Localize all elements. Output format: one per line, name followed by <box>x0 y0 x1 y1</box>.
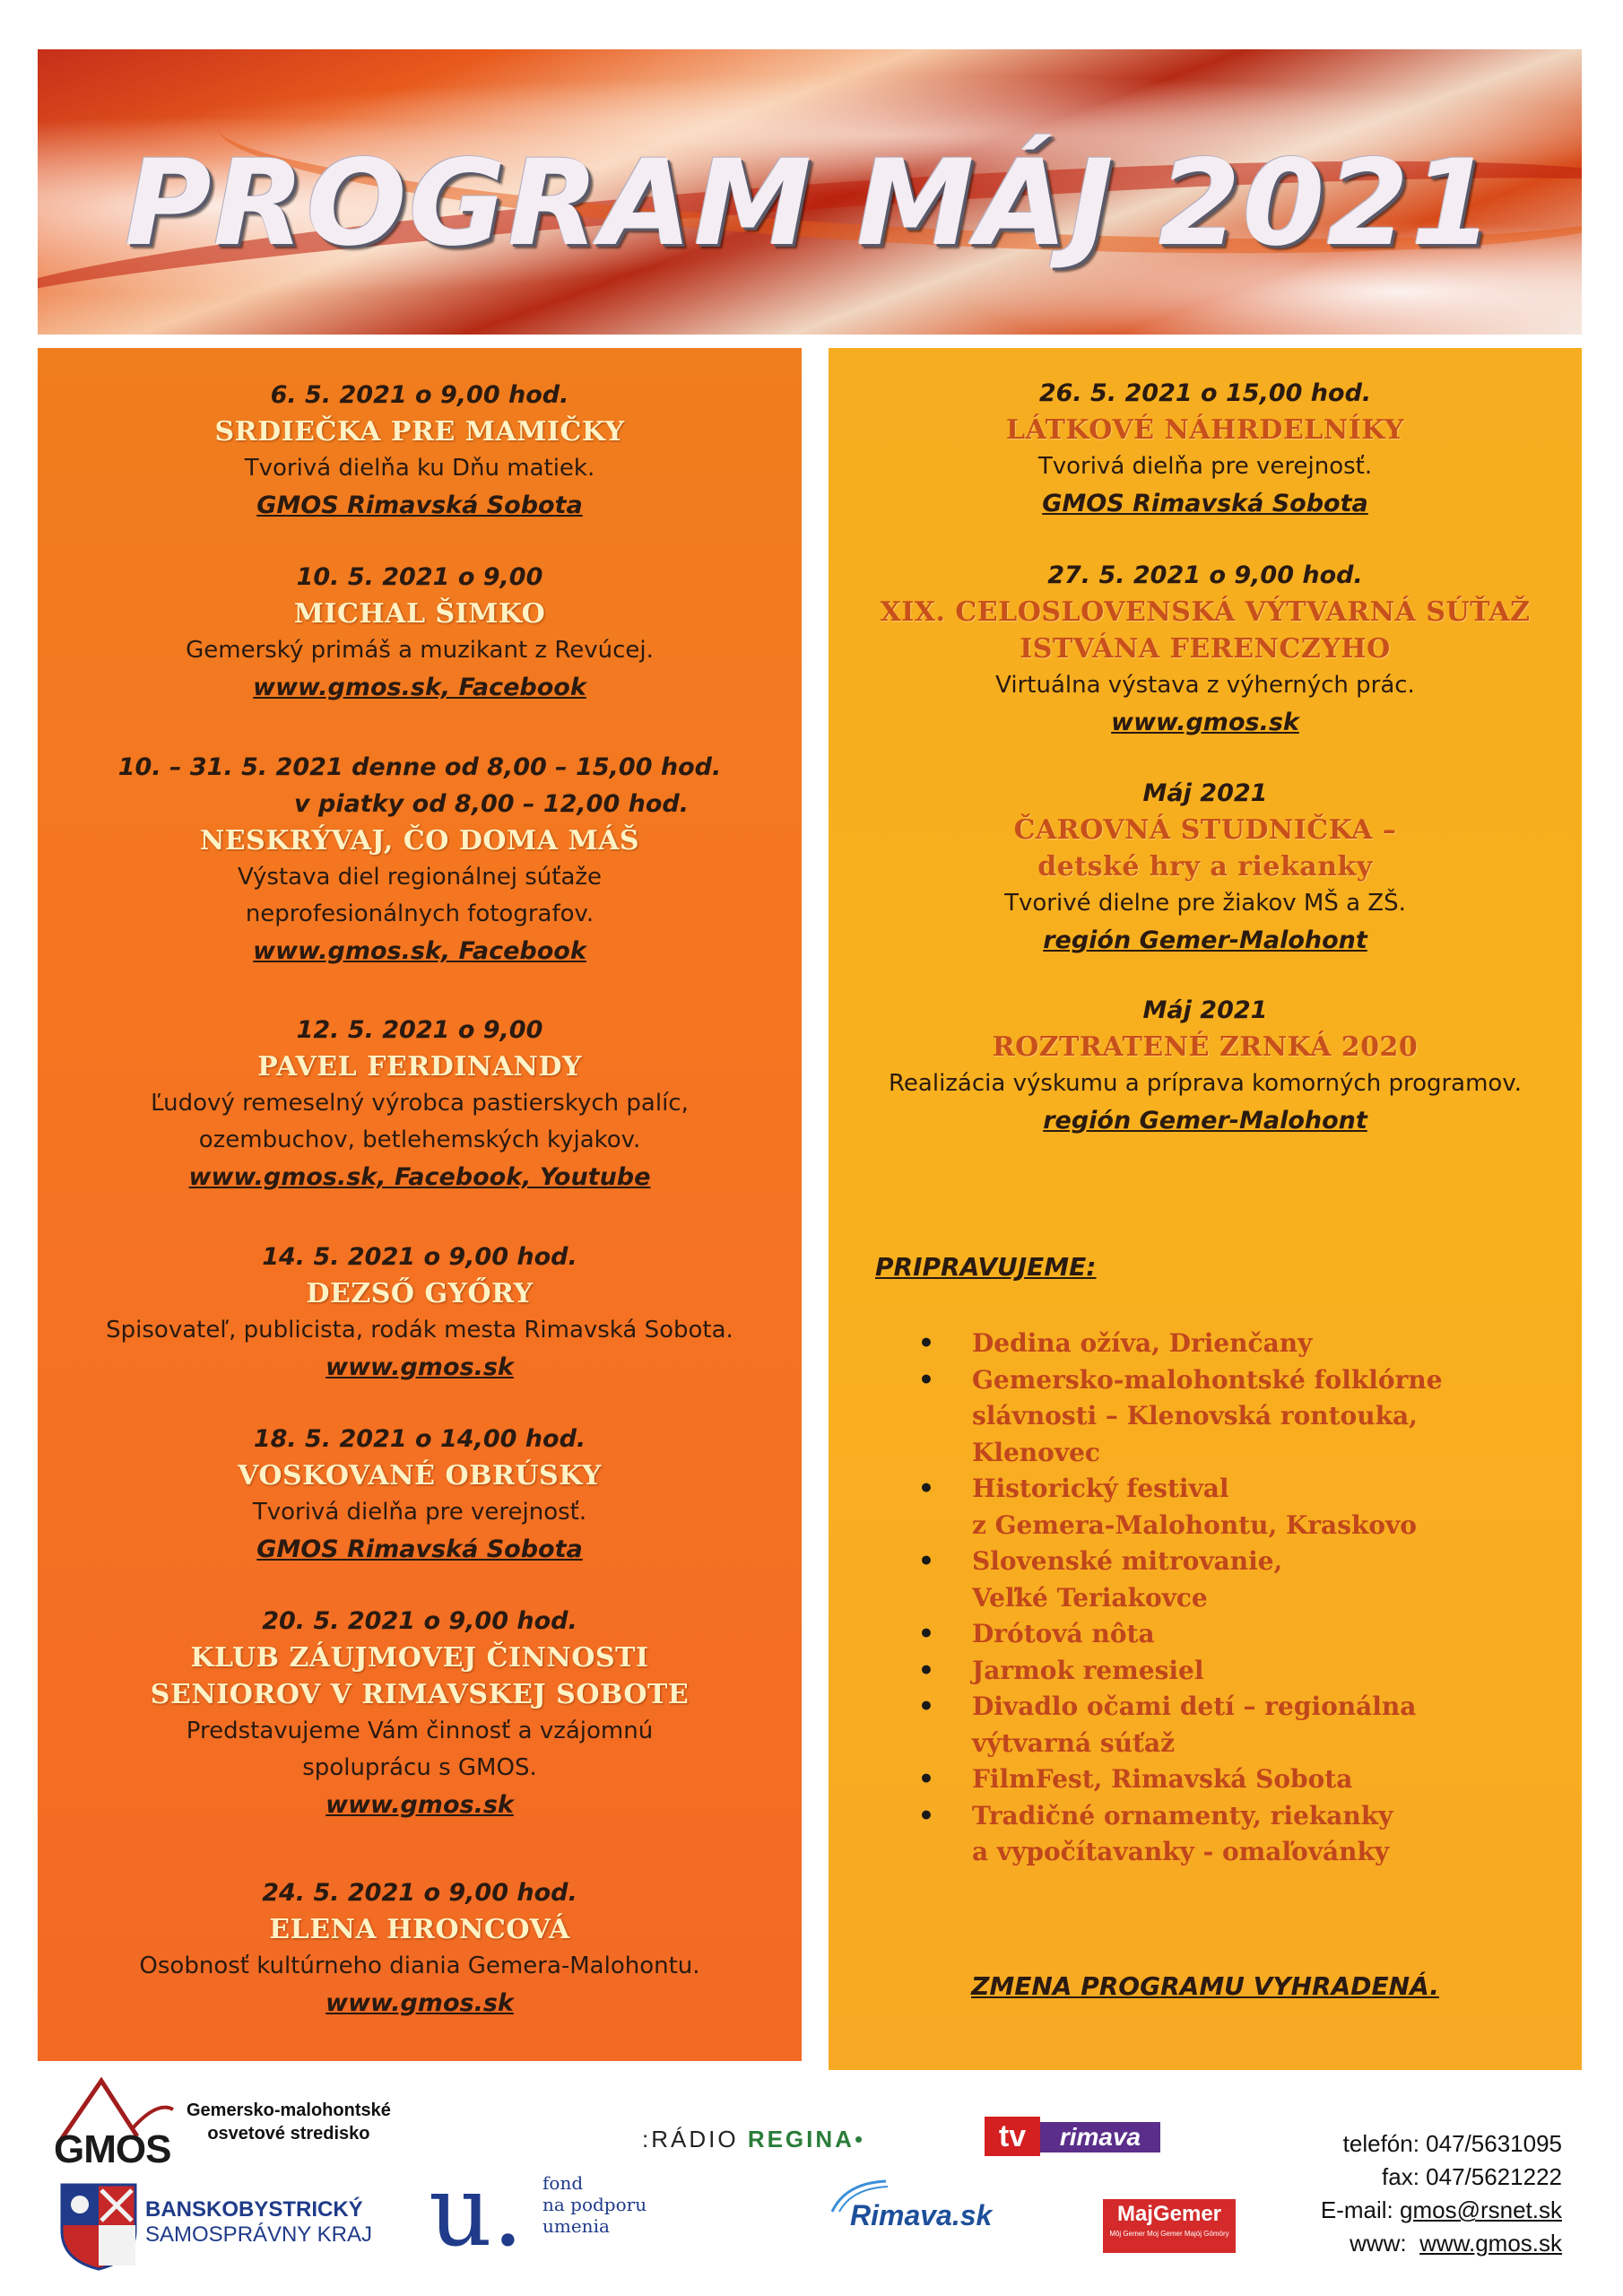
event-description: spoluprácu s GMOS. <box>302 1754 537 1781</box>
upcoming-item-line: Gemersko-malohontské folklórne <box>972 1364 1443 1395</box>
upcoming-list <box>882 1326 1443 1871</box>
event-title: ELENA HRONCOVÁ <box>269 1914 570 1945</box>
event-title-line2: detské hry a riekanky <box>1037 851 1373 883</box>
event-title: SRDIEČKA PRE MAMIČKY <box>214 416 625 448</box>
event-description: Spisovateľ, publicista, rodák mesta Rimavská Sobota. <box>106 1317 733 1344</box>
event-title: ČAROVNÁ STUDNIČKA – <box>1013 814 1397 846</box>
fond-name-line: na podporu <box>542 2194 647 2215</box>
upcoming-item-line: Klenovec <box>972 1437 1100 1467</box>
event-title-line2: ISTVÁNA FERENCZYHO <box>1020 633 1391 665</box>
radio-name: REGINA <box>747 2126 855 2152</box>
radio-regina-logo <box>642 2126 865 2153</box>
fond-name-line: umenia <box>542 2215 610 2237</box>
bullet-icon: • <box>918 1546 934 1576</box>
upcoming-item <box>882 1616 1443 1653</box>
page-title: PROGRAM MÁJ 2021 <box>124 135 1496 273</box>
event-description: Ľudový remeselný výrobca pastierskych palíc, <box>151 1090 689 1117</box>
event-title: LÁTKOVÉ NÁHRDELNÍKY <box>1005 414 1405 446</box>
bbsk-name-line: SAMOSPRÁVNY KRAJ <box>145 2222 372 2247</box>
bullet-icon: • <box>918 1692 934 1721</box>
website-link[interactable]: www.gmos.sk <box>1419 2230 1562 2257</box>
bullet-icon: • <box>918 1364 934 1395</box>
org-name-line: Gemersko-malohontské <box>187 2100 391 2120</box>
event-date: 12. 5. 2021 o 9,00 <box>296 1016 543 1044</box>
event-title: PAVEL FERDINANDY <box>257 1051 582 1083</box>
org-name-line: osvetové stredisko <box>207 2124 370 2144</box>
event-link[interactable]: GMOS Rimavská Sobota <box>1042 490 1368 517</box>
event-date: 20. 5. 2021 o 9,00 hod. <box>262 1607 577 1635</box>
upcoming-item <box>882 1653 1443 1690</box>
event-description: Tvorivá dielňa pre verejnosť. <box>252 1499 587 1526</box>
event-description: Virtuálna výstava z výherných prác. <box>995 672 1415 699</box>
event-item <box>38 1603 802 1823</box>
gmos-organization-name <box>187 2099 391 2145</box>
event-item <box>829 992 1582 1139</box>
event-description: Osobnosť kultúrneho diania Gemera-Malohontu. <box>139 1952 700 1979</box>
event-item <box>829 375 1582 522</box>
upcoming-item-line: Divadlo očami detí – regionálna <box>972 1692 1417 1721</box>
bullet-icon: • <box>918 1655 934 1685</box>
tv-logo-box: tv <box>985 2117 1040 2156</box>
event-link[interactable]: www.gmos.sk, Facebook <box>253 937 586 965</box>
event-item <box>38 1239 802 1386</box>
event-date: 14. 5. 2021 o 9,00 hod. <box>262 1243 577 1271</box>
upcoming-item-line: slávnosti – Klenovská rontouka, <box>972 1401 1418 1431</box>
bbsk-name <box>145 2197 372 2248</box>
header-banner <box>38 49 1582 335</box>
bullet-icon: • <box>918 1619 934 1648</box>
event-title: MICHAL ŠIMKO <box>293 598 546 630</box>
event-title: VOSKOVANÉ OBRÚSKY <box>238 1460 602 1492</box>
email-link[interactable]: gmos@rsnet.sk <box>1400 2196 1562 2223</box>
right-program-panel <box>829 348 1582 2070</box>
event-description: Gemerský primáš a muzikant z Revúcej. <box>186 637 654 664</box>
upcoming-item-line: z Gemera-Malohontu, Kraskovo <box>972 1509 1417 1540</box>
bullet-icon: • <box>918 1328 934 1358</box>
bullet-icon: • <box>918 1800 934 1831</box>
bullet-icon: • <box>918 1764 934 1794</box>
contact-block <box>1321 2127 1562 2260</box>
upcoming-item <box>882 1362 1443 1472</box>
event-description: Tvorivé dielne pre žiakov MŠ a ZŠ. <box>1004 890 1406 917</box>
bbsk-name-line: BANSKOBYSTRICKÝ <box>145 2197 363 2222</box>
upcoming-item <box>882 1761 1443 1798</box>
event-date: 24. 5. 2021 o 9,00 hod. <box>262 1879 577 1907</box>
event-title: DEZSŐ GYŐRY <box>306 1278 534 1309</box>
event-link[interactable]: región Gemer-Malohont <box>1043 1107 1367 1135</box>
event-link[interactable]: www.gmos.sk <box>1111 709 1299 736</box>
event-title: XIX. CELOSLOVENSKÁ VÝTVARNÁ SÚŤAŽ <box>880 596 1531 628</box>
event-item <box>38 377 802 524</box>
event-link[interactable]: www.gmos.sk, Facebook <box>253 674 586 701</box>
upcoming-heading: PRIPRAVUJEME: <box>875 1252 1097 1282</box>
event-description: Tvorivá dielňa ku Dňu matiek. <box>244 455 595 482</box>
event-description: Tvorivá dielňa pre verejnosť. <box>1037 453 1373 480</box>
event-item <box>38 1874 802 2022</box>
event-date: 26. 5. 2021 o 15,00 hod. <box>1038 379 1372 407</box>
left-program-panel <box>38 348 802 2061</box>
footer <box>0 2063 1623 2296</box>
event-description: ozembuchov, betlehemských kyjakov. <box>198 1126 641 1153</box>
upcoming-item <box>882 1471 1443 1544</box>
event-item <box>829 557 1582 741</box>
event-item <box>38 559 802 706</box>
majgemer-logo <box>1103 2199 1236 2253</box>
event-date: 6. 5. 2021 o 9,00 hod. <box>270 381 569 409</box>
event-link[interactable]: www.gmos.sk, Facebook, Youtube <box>188 1163 651 1191</box>
event-date: Máj 2021 <box>1142 996 1268 1024</box>
majgemer-subtitle: Môj Gemer Moj Gemer Majój Gömöry <box>1109 2230 1229 2238</box>
tv-logo-name: rimava <box>1040 2122 1160 2152</box>
upcoming-item <box>882 1689 1443 1761</box>
upcoming-item-line: výtvarná súťaž <box>972 1727 1175 1758</box>
fond-name <box>542 2172 647 2237</box>
bbsk-crest-icon <box>58 2181 139 2271</box>
upcoming-item <box>882 1798 1443 1871</box>
event-title: KLUB ZÁUJMOVEJ ČINNOSTI <box>190 1642 649 1674</box>
upcoming-item-line: Historický festival <box>972 1474 1229 1503</box>
contact-fax: fax: 047/5621222 <box>1382 2163 1562 2190</box>
event-date: 18. 5. 2021 o 14,00 hod. <box>253 1425 586 1453</box>
event-date-secondary: v piatky od 8,00 – 12,00 hod. <box>293 790 689 818</box>
event-item <box>38 749 802 970</box>
event-item <box>38 1012 802 1196</box>
upcoming-item-line: Veľké Teriakovce <box>972 1582 1208 1613</box>
event-date: 27. 5. 2021 o 9,00 hod. <box>1047 561 1363 589</box>
majgemer-name: MajGemer <box>1116 2202 1222 2226</box>
www-label: www: <box>1350 2230 1407 2257</box>
upcoming-item-line: FilmFest, Rimavská Sobota <box>972 1764 1353 1794</box>
upcoming-item-line: Jarmok remesiel <box>972 1655 1204 1685</box>
upcoming-item <box>882 1544 1443 1616</box>
program-change-notice: ZMENA PROGRAMU VYHRADENÁ. <box>971 1971 1439 2001</box>
event-link[interactable]: www.gmos.sk <box>325 1791 514 1819</box>
rimava-sk-logo: Rimava.sk <box>850 2199 993 2231</box>
event-title: ROZTRATENÉ ZRNKÁ 2020 <box>992 1031 1419 1063</box>
event-title-line2: SENIOROV V RIMAVSKEJ SOBOTE <box>150 1679 690 1710</box>
event-date: Máj 2021 <box>1142 779 1268 807</box>
event-date: 10. – 31. 5. 2021 denne od 8,00 – 15,00 hod. <box>117 753 722 781</box>
event-link[interactable]: www.gmos.sk <box>325 1989 514 2017</box>
event-link[interactable]: www.gmos.sk <box>325 1353 514 1381</box>
contact-www-row <box>1321 2227 1562 2260</box>
radio-prefix: :RÁDIO <box>642 2126 739 2152</box>
upcoming-item <box>882 1326 1443 1362</box>
fond-logo-icon: u. <box>429 2153 524 2268</box>
upcoming-item-line: a vypočítavanky - omaľovánky <box>972 1837 1390 1866</box>
email-label: E-mail: <box>1320 2196 1393 2223</box>
dot-icon: • <box>854 2126 866 2152</box>
contact-email-row <box>1321 2194 1562 2227</box>
event-item <box>38 1421 802 1568</box>
event-link[interactable]: GMOS Rimavská Sobota <box>256 1535 583 1563</box>
upcoming-item-line: Slovenské mitrovanie, <box>972 1546 1283 1576</box>
event-description: Výstava diel regionálnej súťaže <box>237 864 603 891</box>
upcoming-item-line: Dedina ožíva, Drienčany <box>972 1328 1313 1358</box>
upcoming-item-line: Tradičné ornamenty, riekanky <box>972 1800 1393 1831</box>
upcoming-item-line: Drótová nôta <box>972 1619 1155 1648</box>
event-description: neprofesionálnych fotografov. <box>245 900 595 927</box>
event-title: NESKRÝVAJ, ČO DOMA MÁŠ <box>199 825 640 857</box>
event-description: Realizácia výskumu a príprava komorných programov. <box>889 1070 1522 1097</box>
event-link[interactable]: GMOS Rimavská Sobota <box>256 491 583 519</box>
fond-name-line: fond <box>542 2172 584 2194</box>
bullet-icon: • <box>918 1474 934 1503</box>
gmos-logo-text: GMOS <box>54 2127 171 2171</box>
event-date: 10. 5. 2021 o 9,00 <box>296 563 543 591</box>
event-description: Predstavujeme Vám činnosť a vzájomnú <box>186 1718 654 1744</box>
tv-rimava-logo <box>985 2117 1162 2156</box>
event-item <box>829 775 1582 959</box>
contact-phone: telefón: 047/5631095 <box>1342 2130 1562 2157</box>
event-link[interactable]: región Gemer-Malohont <box>1043 926 1367 954</box>
